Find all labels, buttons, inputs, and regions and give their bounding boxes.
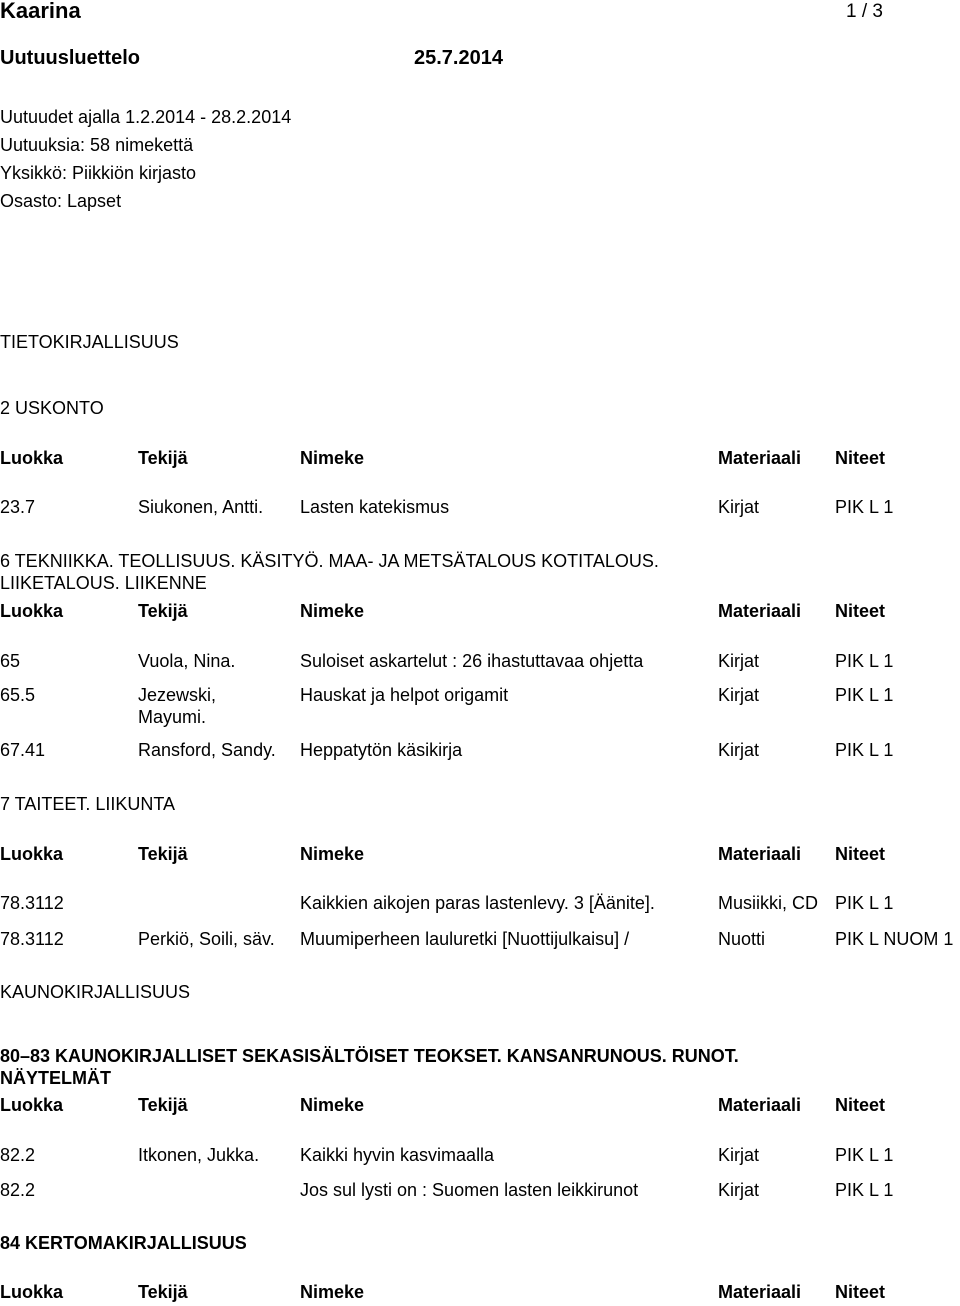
library-name: Kaarina — [0, 0, 81, 23]
copies-cell: PIK L 1 — [835, 1180, 894, 1200]
column-header: Niteet — [835, 448, 886, 468]
material-cell: Kirjat — [718, 1145, 760, 1165]
material-cell: Kirjat — [718, 685, 760, 705]
class-cell: 23.7 — [0, 497, 36, 517]
section-heading-cont: NÄYTELMÄT — [0, 1068, 111, 1088]
material-cell: Kirjat — [718, 740, 760, 760]
column-header: Materiaali — [718, 448, 802, 468]
list-date: 25.7.2014 — [414, 47, 503, 69]
column-header: Luokka — [0, 601, 64, 621]
table-header — [0, 448, 960, 472]
material-cell: Nuotti — [718, 929, 766, 949]
section-heading: 80–83 KAUNOKIRJALLISET SEKASISÄLTÖISET TEOKSET. KANSANRUNOUS. RUNOT. — [0, 1046, 739, 1066]
title-cell: Lasten katekismus — [300, 497, 450, 517]
column-header: Tekijä — [138, 1282, 188, 1302]
date-range: Uutuudet ajalla 1.2.2014 - 28.2.2014 — [0, 107, 292, 127]
column-header: Nimeke — [300, 601, 365, 621]
copies-cell: PIK L NUOM 1 — [835, 929, 954, 949]
table-row — [0, 1145, 960, 1169]
material-cell: Kirjat — [718, 1180, 760, 1200]
title-cell: Suloiset askartelut : 26 ihastuttavaa ohjetta — [300, 651, 644, 671]
section-heading: 6 TEKNIIKKA. TEOLLISUUS. KÄSITYÖ. MAA- JA METSÄTALOUS KOTITALOUS. — [0, 551, 659, 571]
column-header: Tekijä — [138, 844, 188, 864]
column-header: Niteet — [835, 1095, 886, 1115]
section-heading: TIETOKIRJALLISUUS — [0, 332, 179, 352]
copies-cell: PIK L 1 — [835, 1145, 894, 1165]
author-cell: Ransford, Sandy. — [138, 740, 276, 760]
title-cell: Jos sul lysti on : Suomen lasten leikkirunot — [300, 1180, 639, 1200]
class-cell: 78.3112 — [0, 929, 64, 949]
class-cell: 82.2 — [0, 1145, 36, 1165]
title-cell: Kaikki hyvin kasvimaalla — [300, 1145, 495, 1165]
material-cell: Musiikki, CD — [718, 893, 819, 913]
column-header: Tekijä — [138, 448, 188, 468]
new-count: Uutuuksia: 58 nimekettä — [0, 135, 194, 155]
author-cell: Perkiö, Soili, säv. — [138, 929, 275, 949]
column-header: Luokka — [0, 448, 64, 468]
section-heading: 84 KERTOMAKIRJALLISUUS — [0, 1233, 247, 1253]
table-header — [0, 1095, 960, 1119]
section-heading: KAUNOKIRJALLISUUS — [0, 982, 191, 1002]
class-cell: 78.3112 — [0, 893, 64, 913]
author-cell: Itkonen, Jukka. — [138, 1145, 260, 1165]
column-header: Niteet — [835, 844, 886, 864]
table-row — [0, 685, 960, 729]
table-row — [0, 893, 960, 917]
class-cell: 82.2 — [0, 1180, 36, 1200]
section-heading-cont: LIIKETALOUS. LIIKENNE — [0, 573, 207, 593]
title-cell: Muumiperheen lauluretki [Nuottijulkaisu] / — [300, 929, 630, 949]
table-header — [0, 1282, 960, 1306]
table-row — [0, 1180, 960, 1204]
page-number: 1 / 3 — [846, 1, 883, 22]
section-heading: 2 USKONTO — [0, 398, 104, 418]
column-header: Tekijä — [138, 601, 188, 621]
column-header: Niteet — [835, 601, 886, 621]
table-header — [0, 601, 960, 625]
unit: Yksikkö: Piikkiön kirjasto — [0, 163, 197, 183]
material-cell: Kirjat — [718, 651, 760, 671]
column-header: Luokka — [0, 844, 64, 864]
column-header: Niteet — [835, 1282, 886, 1302]
table-row — [0, 740, 960, 764]
column-header: Nimeke — [300, 448, 365, 468]
class-cell: 65.5 — [0, 685, 36, 705]
column-header: Nimeke — [300, 1282, 365, 1302]
table-row — [0, 497, 960, 521]
column-header: Materiaali — [718, 844, 802, 864]
table-row — [0, 929, 960, 953]
title-cell: Kaikkien aikojen paras lastenlevy. 3 [Äänite]. — [300, 893, 655, 913]
column-header: Tekijä — [138, 1095, 188, 1115]
copies-cell: PIK L 1 — [835, 497, 894, 517]
copies-cell: PIK L 1 — [835, 685, 894, 705]
column-header: Materiaali — [718, 1282, 802, 1302]
column-header: Nimeke — [300, 1095, 365, 1115]
column-header: Materiaali — [718, 601, 802, 621]
copies-cell: PIK L 1 — [835, 651, 894, 671]
title-cell: Heppatytön käsikirja — [300, 740, 463, 760]
author-cell: Jezewski, Mayumi. — [138, 685, 217, 727]
title-cell: Hauskat ja helpot origamit — [300, 685, 509, 705]
copies-cell: PIK L 1 — [835, 740, 894, 760]
column-header: Luokka — [0, 1282, 64, 1302]
class-cell: 65 — [0, 651, 21, 671]
department: Osasto: Lapset — [0, 191, 122, 211]
table-header — [0, 844, 960, 868]
class-cell: 67.41 — [0, 740, 46, 760]
list-title: Uutuusluettelo — [0, 47, 140, 69]
copies-cell: PIK L 1 — [835, 893, 894, 913]
section-heading: 7 TAITEET. LIIKUNTA — [0, 794, 176, 814]
column-header: Nimeke — [300, 844, 365, 864]
author-cell: Siukonen, Antti. — [138, 497, 264, 517]
author-cell: Vuola, Nina. — [138, 651, 236, 671]
column-header: Luokka — [0, 1095, 64, 1115]
table-row — [0, 651, 960, 675]
material-cell: Kirjat — [718, 497, 760, 517]
column-header: Materiaali — [718, 1095, 802, 1115]
